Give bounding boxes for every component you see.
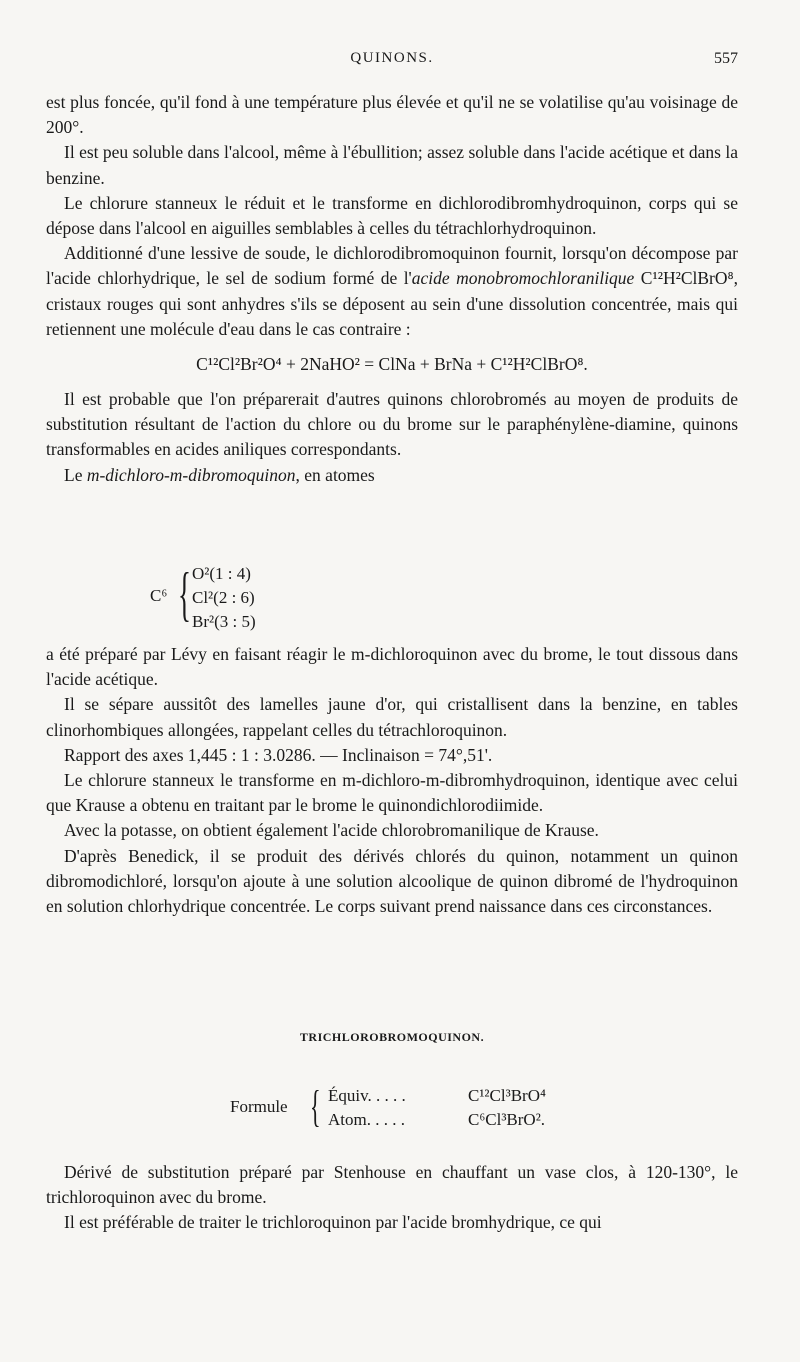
paragraph-14: Il est préférable de traiter le trichloroquinon par l'acide bromhydrique, ce qui: [64, 1212, 602, 1233]
structure-rows: [192, 562, 312, 634]
structure-row: Cl²(2 : 6): [192, 588, 255, 607]
paragraph-2: Il est peu soluble dans l'alcool, même à l'ébullition; assez soluble dans l'acide acétique et dans la benzine.: [46, 142, 738, 188]
acid-name: acide monobromochloranilique: [411, 268, 635, 289]
structure-row: O²(1 : 4): [192, 564, 251, 583]
equiv-label: Équiv. . . . .: [328, 1086, 406, 1105]
paragraph-6-text-c: , en atomes: [295, 464, 375, 485]
atom-label: Atom. . . . .: [328, 1110, 405, 1129]
formula-row-atom: [328, 1108, 708, 1132]
structure-row: Br²(3 : 5): [192, 612, 256, 631]
text-block-middle: [46, 642, 738, 919]
equation-1: C¹²Cl²Br²O⁴ + 2NaHO² = ClNa + BrNa + C¹²H²ClBrO⁸.: [196, 354, 588, 375]
formula-label: Formule: [230, 1097, 288, 1116]
section-heading: TRICHLOROBROMOQUINON.: [299, 1030, 485, 1044]
paragraph-4: [46, 241, 738, 342]
paragraph-5: Il est probable que l'on préparerait d'autres quinons chlorobromés au moyen de produits de substitution résultant de l'action du chlore ou du brome sur le paraphénylène-diamine, quinons transformables en acides aniliques correspondants.: [46, 389, 738, 460]
equiv-value: C¹²Cl³BrO⁴: [468, 1086, 546, 1105]
running-title: QUINONS.: [350, 50, 434, 66]
paragraph-6: [46, 463, 738, 488]
text-block-top: [46, 90, 738, 488]
compound-name: m-dichloro-m-dibromoquinon: [86, 464, 296, 485]
structure-base: C⁶: [150, 586, 168, 605]
left-brace-icon: {: [178, 561, 191, 627]
page-header: [46, 50, 738, 82]
paragraph-8: Il se sépare aussitôt des lamelles jaune d'or, qui cristallisent dans la benzine, en tables clinorhombiques allongées, rappelant celles du tétrachloroquinon.: [46, 694, 738, 740]
formula-row-equiv: [328, 1084, 708, 1108]
page-number: 557: [714, 50, 738, 67]
paragraph-9: Rapport des axes 1,445 : 1 : 3.0286. — Inclinaison = 74°,51'.: [64, 744, 493, 765]
paragraph-3: Le chlorure stanneux le réduit et le transforme en dichlorodibromhydroquinon, corps qui se dépose dans l'alcool en aiguilles semblables à celles du tétrachlorhydroquinon.: [46, 192, 738, 239]
text-block-bottom: [46, 1160, 738, 1236]
paragraph-11: Avec la potasse, on obtient également l'acide chlorobromanilique de Krause.: [64, 820, 599, 841]
paragraph-6-text-a: Le: [64, 464, 87, 485]
paragraph-7: a été préparé par Lévy en faisant réagir le m-dichloroquinon avec du brome, le tout dissous dans l'acide acétique.: [46, 644, 738, 690]
paragraph-13: Dérivé de substitution préparé par Stenhouse en chauffant un vase clos, à 120-130°, le trichloroquinon avec du brome.: [46, 1162, 738, 1208]
atom-value: C⁶Cl³BrO².: [468, 1110, 546, 1129]
formula-rows: [328, 1084, 708, 1132]
paragraph-1: est plus foncée, qu'il fond à une température plus élevée et qu'il ne se volatilise qu'au voisinage de 200°.: [46, 92, 738, 138]
paragraph-4-text-a: Additionné d'une lessive de soude, le dichlorodibromoquinon fournit, lorsqu'on décompose par l'acide chlorhydrique, le sel de sodium formé de l': [46, 243, 738, 289]
paragraph-10: Le chlorure stanneux le transforme en m-dichloro-m-dibromhydroquinon, identique avec celui que Krause a obtenu en traitant par le brome le quinondichlorodiimide.: [46, 770, 738, 816]
left-brace-icon: {: [310, 1082, 321, 1131]
paragraph-12: D'après Benedick, il se produit des dérivés chlorés du quinon, notamment un quinon dibromodichloré, lorsqu'on ajoute à une solution alcoolique de quinon dibromé de l'hydroquinon en solution chlorhydrique concentrée. Le corps suivant prend naissance dans ces circonstances.: [46, 845, 738, 917]
paragraph-4-text-c: C¹²H²ClBrO⁸, cristaux rouges qui sont anhydres s'ils se déposent au sein d'une dissolution concentrée, mais qui retiennent une molécule d'eau dans le cas contraire :: [46, 268, 739, 339]
